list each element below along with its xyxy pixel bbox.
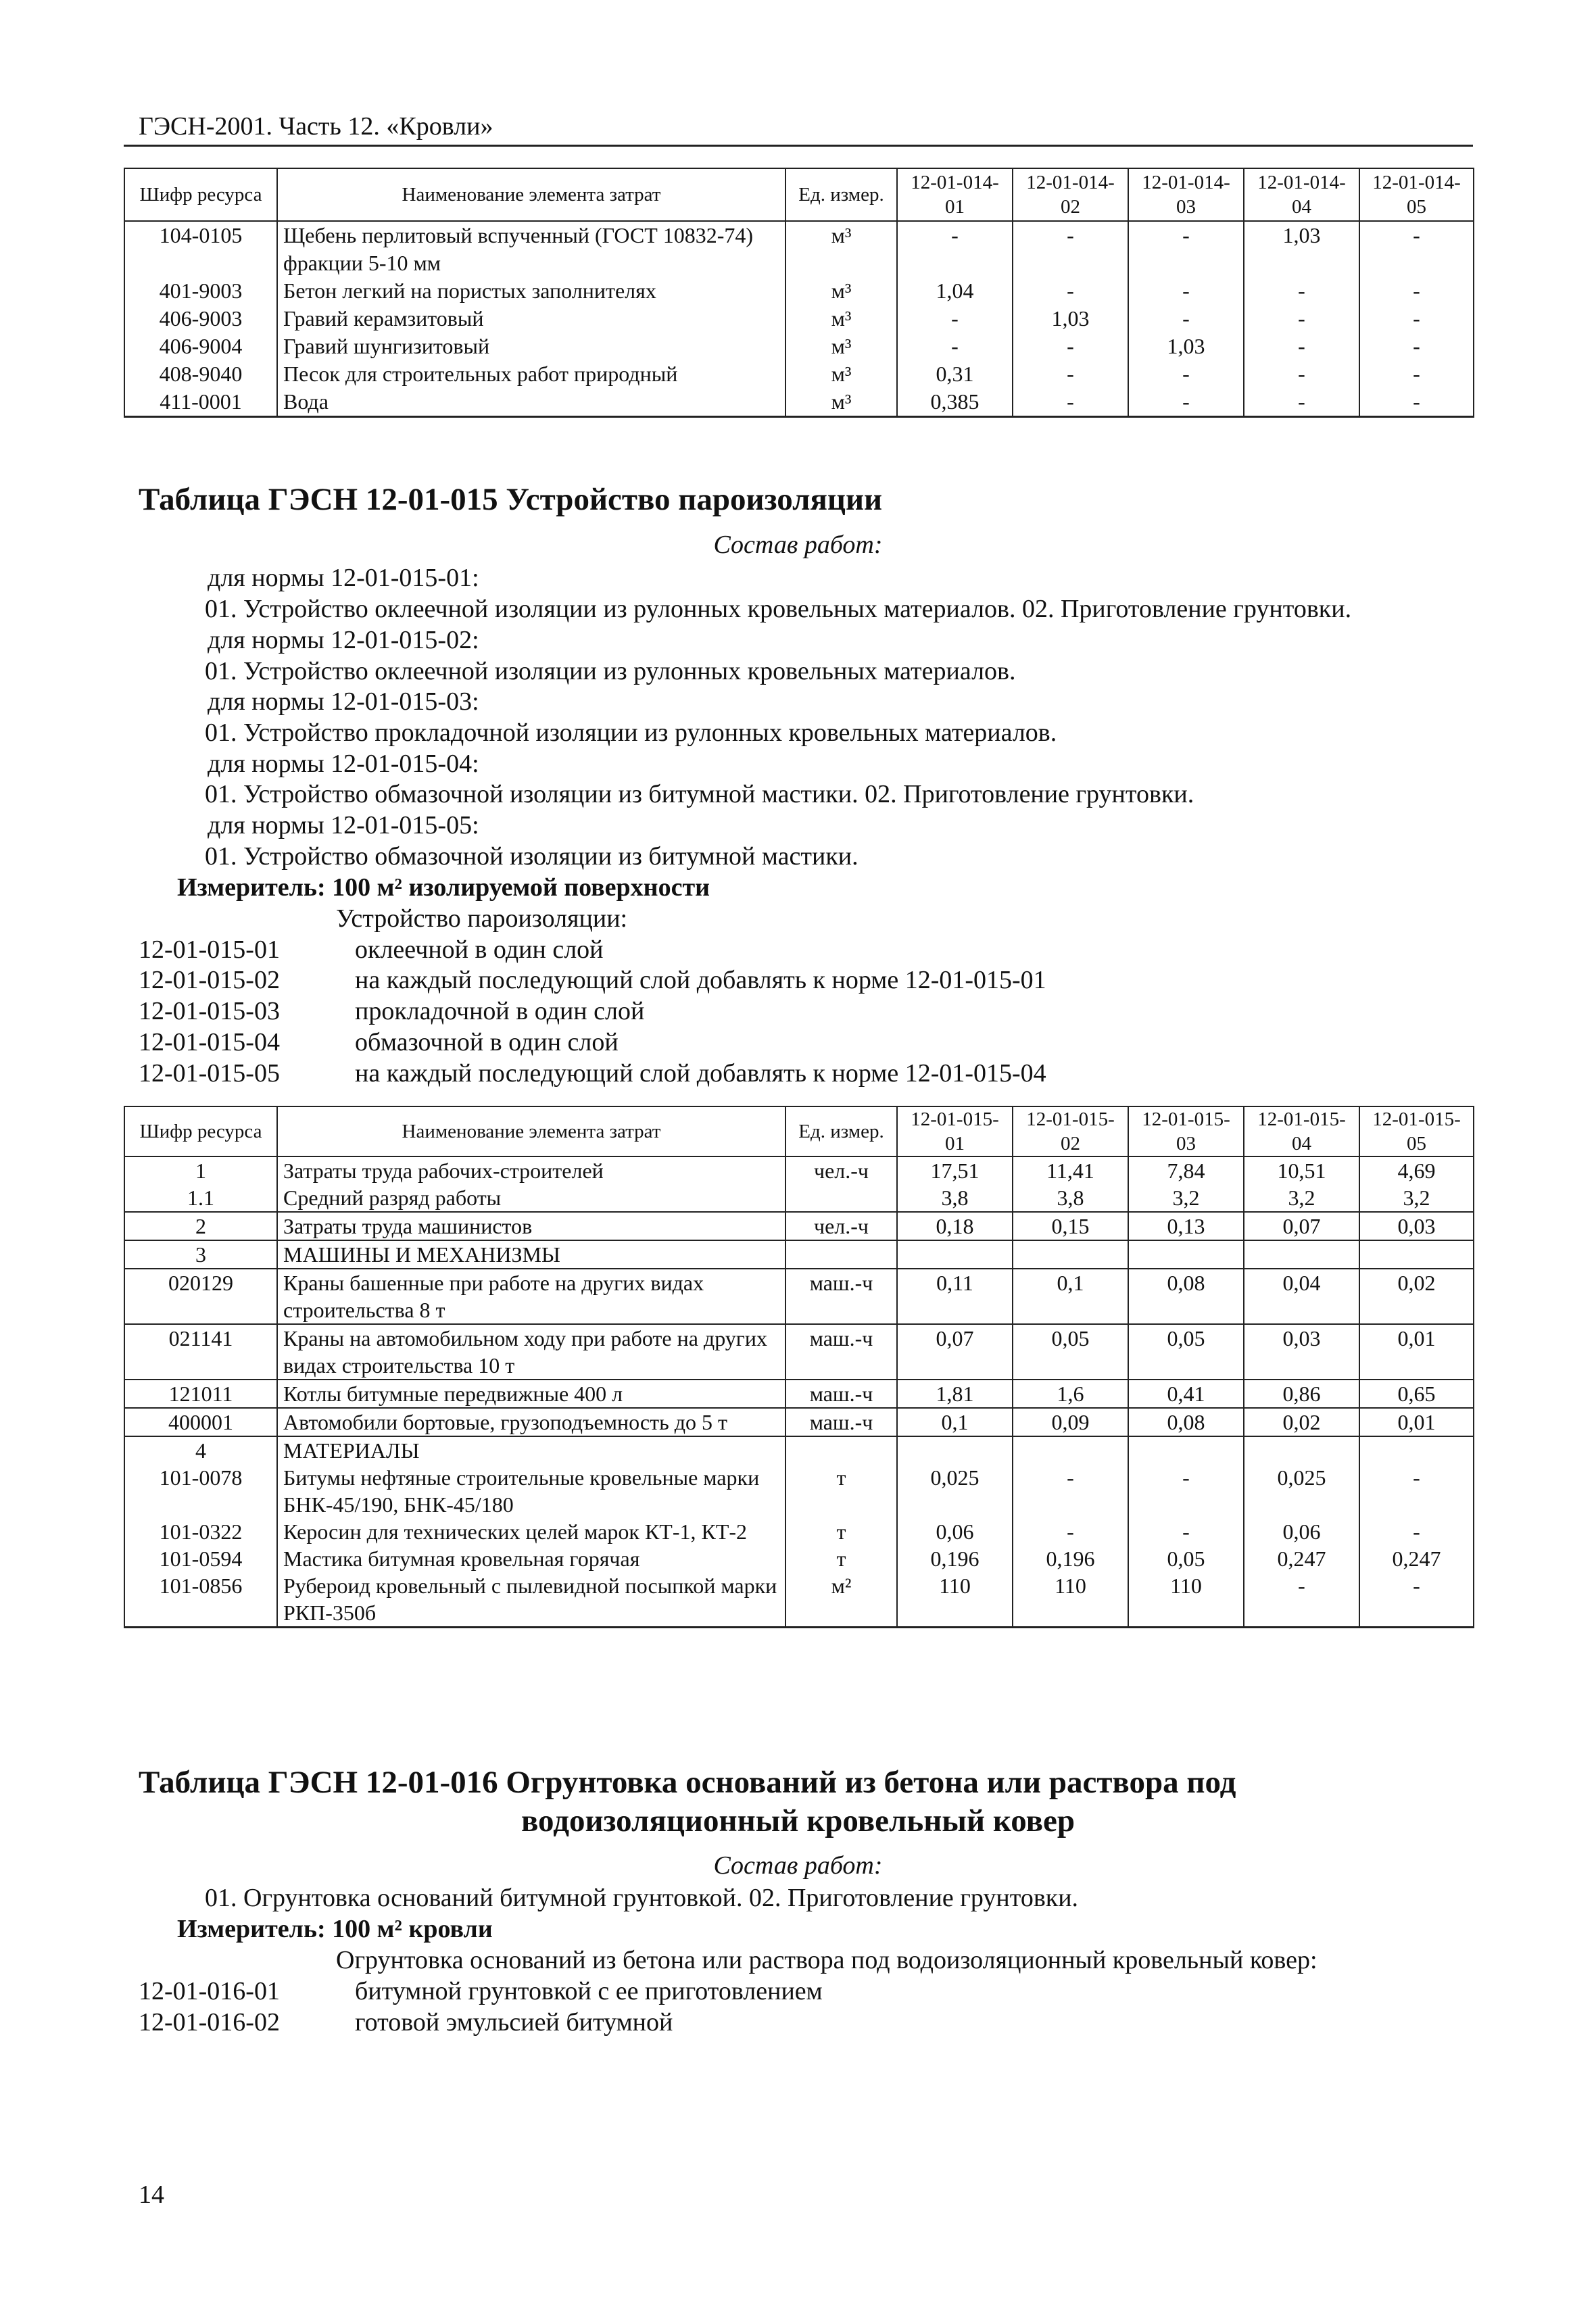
work-line: 01. Устройство обмазочной изоляции из битумной мастики. 02. Приготовление грунтовки. [205, 780, 1194, 808]
col-name: Наименование элемента затрат [277, 1106, 785, 1156]
norm-code: 12-01-015-02 [139, 966, 280, 994]
col-code: Шифр ресурса [124, 1106, 277, 1156]
col-unit: Ед. измер. [785, 168, 897, 221]
cell-value: 3,8 [897, 1184, 1013, 1212]
cell-value: 0,025 [897, 1464, 1013, 1518]
table-row [124, 1518, 1474, 1545]
cell-value: - [1128, 388, 1244, 417]
cell-name: Вода [277, 388, 785, 417]
cell-name: Затраты труда рабочих-строителей [277, 1156, 785, 1184]
col-name: Наименование элемента затрат [277, 168, 785, 221]
cell-value: - [1359, 221, 1474, 277]
cell-value: 0,247 [1244, 1545, 1359, 1572]
cell-code: 4 [124, 1436, 277, 1464]
norm-text: оклеечной в один слой [355, 935, 604, 964]
cell-value: - [1359, 333, 1474, 360]
work-line: для нормы 12-01-015-02: [208, 626, 479, 654]
composition-title: Состав работ: [713, 1851, 883, 1880]
cell-value: 3,8 [1013, 1184, 1128, 1212]
cell-name: Котлы битумные передвижные 400 л [277, 1380, 785, 1408]
cell-code: 1 [124, 1156, 277, 1184]
norm-text: на каждый последующий слой добавлять к норме 12-01-015-04 [355, 1059, 1046, 1088]
cell-value: - [1013, 1518, 1128, 1545]
norm-text: битумной грунтовкой с ее приготовлением [355, 1977, 823, 2005]
table-015 [124, 1106, 1474, 1628]
col-norm: 12-01-014-02 [1013, 168, 1128, 221]
cell-value: 0,05 [1128, 1324, 1244, 1380]
cell-name: Битумы нефтяные строительные кровельные марки БНК-45/190, БНК-45/180 [277, 1464, 785, 1518]
table-row [124, 1464, 1474, 1518]
cell-value [1128, 1240, 1244, 1269]
cell-unit: м³ [785, 221, 897, 277]
norm-code: 12-01-015-03 [139, 997, 280, 1025]
cell-value: 0,247 [1359, 1545, 1474, 1572]
col-norm: 12-01-014-04 [1244, 168, 1359, 221]
cell-code: 101-0322 [124, 1518, 277, 1545]
cell-unit [785, 1184, 897, 1212]
table-row [124, 1184, 1474, 1212]
cell-name: Керосин для технических целей марок КТ-1, КТ-2 [277, 1518, 785, 1545]
running-header: ГЭСН-2001. Часть 12. «Кровли» [139, 112, 493, 141]
cell-unit: чел.-ч [785, 1156, 897, 1184]
norm-code: 12-01-015-04 [139, 1028, 280, 1056]
work-line: для нормы 12-01-015-03: [208, 687, 479, 716]
cell-value: - [1013, 333, 1128, 360]
cell-name: Затраты труда машинистов [277, 1212, 785, 1240]
cell-value: - [897, 305, 1013, 333]
col-norm: 12-01-015-02 [1013, 1106, 1128, 1156]
table-row [124, 388, 1474, 417]
work-line: 01. Устройство обмазочной изоляции из битумной мастики. [205, 842, 859, 871]
work-line: 01. Устройство прокладочной изоляции из рулонных кровельных материалов. [205, 718, 1057, 747]
table-row [124, 1156, 1474, 1184]
cell-code: 121011 [124, 1380, 277, 1408]
cell-code: 408-9040 [124, 360, 277, 388]
cell-value: 0,196 [1013, 1545, 1128, 1572]
cell-unit: маш.-ч [785, 1324, 897, 1380]
cell-value [897, 1240, 1013, 1269]
work-line: 01. Устройство оклеечной изоляции из рулонных кровельных материалов. 02. Приготовление грунтовки. [205, 595, 1352, 623]
table-header-row [124, 1106, 1474, 1156]
cell-code: 101-0856 [124, 1572, 277, 1628]
table-row [124, 360, 1474, 388]
composition-title: Состав работ: [713, 531, 883, 559]
cell-unit: маш.-ч [785, 1380, 897, 1408]
norm-text: обмазочной в один слой [355, 1028, 619, 1056]
cell-value: - [1013, 1464, 1128, 1518]
cell-value: 1,03 [1013, 305, 1128, 333]
cell-value: 1,81 [897, 1380, 1013, 1408]
table-row [124, 1240, 1474, 1269]
cell-name: Мастика битумная кровельная горячая [277, 1545, 785, 1572]
cell-value: 0,07 [897, 1324, 1013, 1380]
cell-code: 020129 [124, 1269, 277, 1324]
table-row [124, 1408, 1474, 1436]
cell-value: 10,51 [1244, 1156, 1359, 1184]
cell-unit: м³ [785, 388, 897, 417]
cell-value: 0,385 [897, 388, 1013, 417]
cell-code: 400001 [124, 1408, 277, 1436]
cell-value: 110 [897, 1572, 1013, 1628]
cell-value [1359, 1436, 1474, 1464]
cell-value: 0,06 [897, 1518, 1013, 1545]
work-line: 01. Устройство оклеечной изоляции из рулонных кровельных материалов. [205, 657, 1016, 685]
table-row [124, 221, 1474, 277]
page-number: 14 [139, 2180, 164, 2209]
cell-unit: маш.-ч [785, 1269, 897, 1324]
work-line: для нормы 12-01-015-01: [208, 564, 479, 592]
table-row [124, 1572, 1474, 1628]
cell-name: Краны башенные при работе на других видах строительства 8 т [277, 1269, 785, 1324]
cell-name: Краны на автомобильном ходу при работе на других видах строительства 10 т [277, 1324, 785, 1380]
cell-unit: т [785, 1545, 897, 1572]
cell-value: 0,03 [1359, 1212, 1474, 1240]
cell-code: 104-0105 [124, 221, 277, 277]
cell-value: 0,15 [1013, 1212, 1128, 1240]
cell-unit: маш.-ч [785, 1408, 897, 1436]
work-line: 01. Огрунтовка оснований битумной грунтовкой. 02. Приготовление грунтовки. [205, 1884, 1079, 1912]
cell-value: 0,01 [1359, 1408, 1474, 1436]
norm-text: на каждый последующий слой добавлять к норме 12-01-015-01 [355, 966, 1046, 994]
cell-value: - [1244, 277, 1359, 305]
cell-code: 3 [124, 1240, 277, 1269]
cell-value: - [1244, 333, 1359, 360]
cell-unit: чел.-ч [785, 1212, 897, 1240]
table-row [124, 333, 1474, 360]
cell-unit [785, 1436, 897, 1464]
cell-value: - [1244, 388, 1359, 417]
meter-line: Измеритель: 100 м² изолируемой поверхности [177, 873, 710, 902]
norm-code: 12-01-015-01 [139, 935, 280, 964]
cell-unit: м³ [785, 277, 897, 305]
cell-value: - [1244, 305, 1359, 333]
work-line: для нормы 12-01-015-05: [208, 811, 479, 839]
cell-value: - [1013, 277, 1128, 305]
cell-name: Бетон легкий на пористых заполнителях [277, 277, 785, 305]
cell-code: 406-9003 [124, 305, 277, 333]
norm-text: прокладочной в один слой [355, 997, 645, 1025]
col-norm: 12-01-014-05 [1359, 168, 1474, 221]
cell-value: 0,06 [1244, 1518, 1359, 1545]
cell-value: 0,09 [1013, 1408, 1128, 1436]
cell-code: 411-0001 [124, 388, 277, 417]
cell-name: Гравий керамзитовый [277, 305, 785, 333]
cell-value: 0,65 [1359, 1380, 1474, 1408]
cell-value [897, 1436, 1013, 1464]
col-code: Шифр ресурса [124, 168, 277, 221]
cell-name: Рубероид кровельный с пылевидной посыпкой марки РКП-350б [277, 1572, 785, 1628]
cell-code: 401-9003 [124, 277, 277, 305]
cell-value: - [1128, 1464, 1244, 1518]
col-norm: 12-01-015-01 [897, 1106, 1013, 1156]
cell-value: - [1128, 221, 1244, 277]
cell-value: 11,41 [1013, 1156, 1128, 1184]
section-title: Таблица ГЭСН 12-01-016 Огрунтовка оснований из бетона или раствора под [139, 1765, 1236, 1800]
cell-value: 0,05 [1013, 1324, 1128, 1380]
table-row [124, 1436, 1474, 1464]
section-title: Таблица ГЭСН 12-01-015 Устройство пароизоляции [139, 482, 883, 517]
table-header-row [124, 168, 1474, 221]
table-row [124, 1545, 1474, 1572]
cell-value: 0,02 [1244, 1408, 1359, 1436]
cell-value: 1,03 [1128, 333, 1244, 360]
cell-value: - [1013, 360, 1128, 388]
cell-value: 0,05 [1128, 1545, 1244, 1572]
cell-unit: м³ [785, 333, 897, 360]
cell-value: - [1359, 388, 1474, 417]
cell-value: - [1013, 388, 1128, 417]
cell-value: - [1359, 305, 1474, 333]
cell-value: 1,6 [1013, 1380, 1128, 1408]
cell-value: 0,31 [897, 360, 1013, 388]
cell-code: 1.1 [124, 1184, 277, 1212]
cell-value: 110 [1013, 1572, 1128, 1628]
cell-value: 0,11 [897, 1269, 1013, 1324]
cell-value: 0,196 [897, 1545, 1013, 1572]
cell-code: 406-9004 [124, 333, 277, 360]
cell-value: - [1128, 277, 1244, 305]
norm-group-title: Огрунтовка оснований из бетона или раствора под водоизоляционный кровельный ковер: [336, 1946, 1317, 1974]
col-norm: 12-01-015-04 [1244, 1106, 1359, 1156]
cell-value [1359, 1240, 1474, 1269]
cell-value: 3,2 [1359, 1184, 1474, 1212]
cell-value: - [1244, 1572, 1359, 1628]
cell-value: - [897, 333, 1013, 360]
cell-value: 1,03 [1244, 221, 1359, 277]
table-row [124, 1380, 1474, 1408]
cell-value: 1,04 [897, 277, 1013, 305]
col-unit: Ед. измер. [785, 1106, 897, 1156]
table-row [124, 1269, 1474, 1324]
cell-value: - [1359, 1464, 1474, 1518]
cell-value: 3,2 [1128, 1184, 1244, 1212]
table-row [124, 277, 1474, 305]
cell-name: Гравий шунгизитовый [277, 333, 785, 360]
col-norm: 12-01-014-01 [897, 168, 1013, 221]
cell-value: 0,08 [1128, 1269, 1244, 1324]
cell-name: Автомобили бортовые, грузоподъемность до 5 т [277, 1408, 785, 1436]
table-014-continuation [124, 168, 1474, 418]
col-norm: 12-01-014-03 [1128, 168, 1244, 221]
cell-value: 0,03 [1244, 1324, 1359, 1380]
norm-text: готовой эмульсией битумной [355, 2008, 673, 2037]
cell-value: - [1359, 277, 1474, 305]
cell-value: 7,84 [1128, 1156, 1244, 1184]
cell-value: 0,025 [1244, 1464, 1359, 1518]
cell-unit: м² [785, 1572, 897, 1628]
cell-name: Песок для строительных работ природный [277, 360, 785, 388]
work-line: для нормы 12-01-015-04: [208, 750, 479, 778]
table-row [124, 305, 1474, 333]
cell-code: 101-0078 [124, 1464, 277, 1518]
cell-value: 0,1 [1013, 1269, 1128, 1324]
cell-value: 110 [1128, 1572, 1244, 1628]
table-row [124, 1212, 1474, 1240]
col-norm: 12-01-015-05 [1359, 1106, 1474, 1156]
cell-value: 0,04 [1244, 1269, 1359, 1324]
norm-code: 12-01-016-01 [139, 1977, 280, 2005]
cell-value [1244, 1436, 1359, 1464]
cell-code: 021141 [124, 1324, 277, 1380]
cell-value: 4,69 [1359, 1156, 1474, 1184]
cell-value: - [1128, 1518, 1244, 1545]
cell-value: - [1359, 1518, 1474, 1545]
cell-code: 101-0594 [124, 1545, 277, 1572]
cell-name: МАТЕРИАЛЫ [277, 1436, 785, 1464]
cell-value: 0,1 [897, 1408, 1013, 1436]
cell-unit: т [785, 1518, 897, 1545]
cell-value: 3,2 [1244, 1184, 1359, 1212]
cell-value: 0,86 [1244, 1380, 1359, 1408]
cell-value [1128, 1436, 1244, 1464]
table-row [124, 1324, 1474, 1380]
norm-code: 12-01-015-05 [139, 1059, 280, 1088]
cell-value: 0,41 [1128, 1380, 1244, 1408]
col-norm: 12-01-015-03 [1128, 1106, 1244, 1156]
cell-value [1013, 1436, 1128, 1464]
cell-value: - [1244, 360, 1359, 388]
norm-group-title: Устройство пароизоляции: [336, 904, 628, 933]
cell-name: Щебень перлитовый вспученный (ГОСТ 10832-74) фракции 5-10 мм [277, 221, 785, 277]
cell-unit: м³ [785, 360, 897, 388]
cell-value: - [1128, 305, 1244, 333]
cell-value: 0,18 [897, 1212, 1013, 1240]
cell-unit: т [785, 1464, 897, 1518]
cell-value: 0,07 [1244, 1212, 1359, 1240]
cell-value: 0,13 [1128, 1212, 1244, 1240]
norm-code: 12-01-016-02 [139, 2008, 280, 2037]
cell-value: 17,51 [897, 1156, 1013, 1184]
cell-name: Средний разряд работы [277, 1184, 785, 1212]
cell-value [1244, 1240, 1359, 1269]
cell-value: - [1128, 360, 1244, 388]
cell-code: 2 [124, 1212, 277, 1240]
cell-value: 0,02 [1359, 1269, 1474, 1324]
section-title-line2: водоизоляционный кровельный ковер [521, 1803, 1075, 1838]
cell-unit [785, 1240, 897, 1269]
cell-name: МАШИНЫ И МЕХАНИЗМЫ [277, 1240, 785, 1269]
cell-value: - [1359, 360, 1474, 388]
cell-value: 0,01 [1359, 1324, 1474, 1380]
cell-unit: м³ [785, 305, 897, 333]
meter-line: Измеритель: 100 м² кровли [177, 1915, 493, 1943]
cell-value [1013, 1240, 1128, 1269]
cell-value: 0,08 [1128, 1408, 1244, 1436]
cell-value: - [1013, 221, 1128, 277]
cell-value: - [1359, 1572, 1474, 1628]
cell-value: - [897, 221, 1013, 277]
header-rule [124, 145, 1473, 147]
